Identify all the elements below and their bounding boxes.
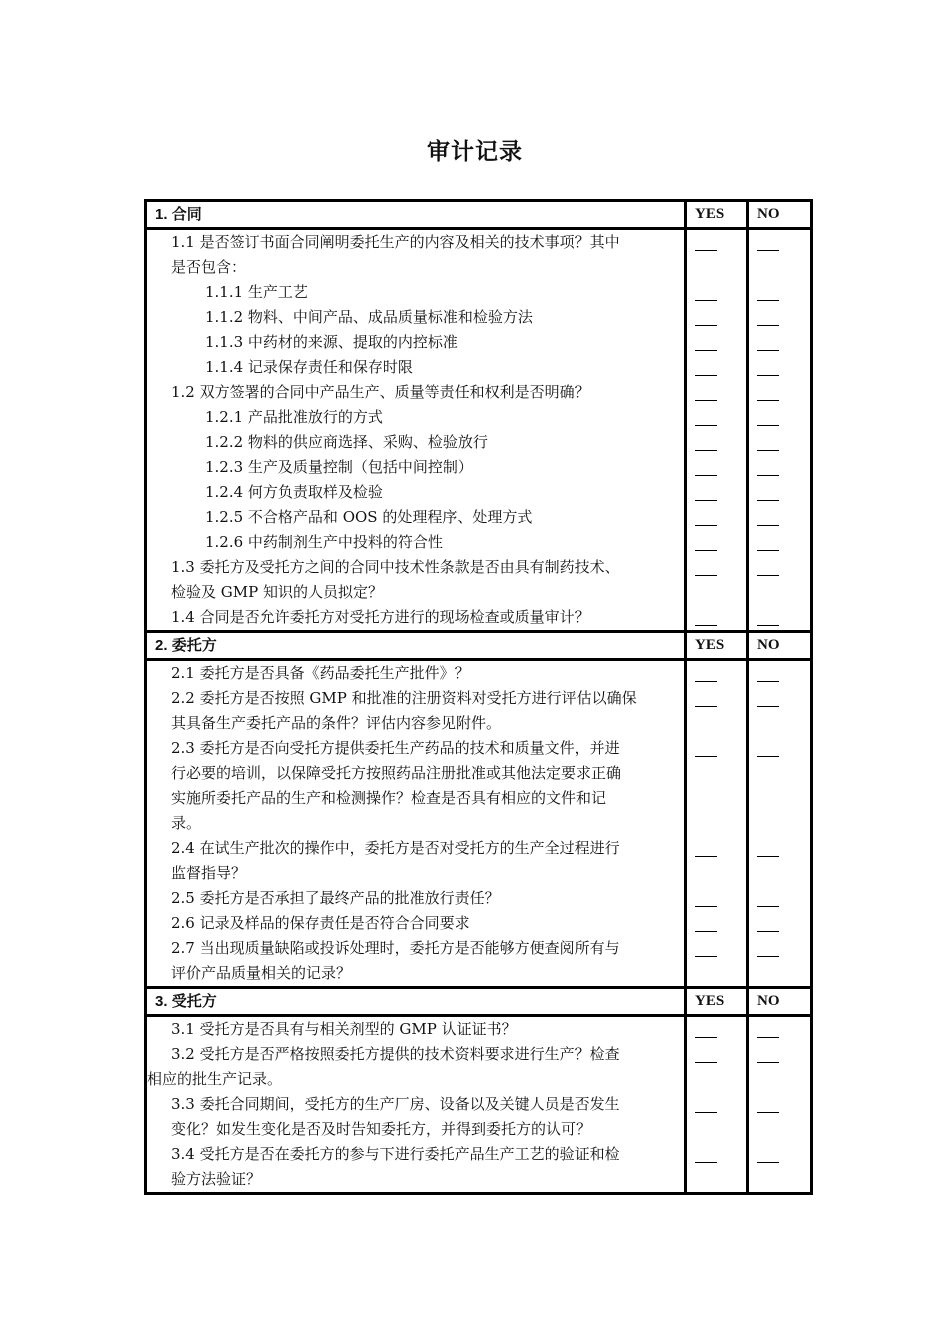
no-slot bbox=[749, 1067, 810, 1092]
yes-answer-blank[interactable] bbox=[695, 425, 717, 426]
page-title: 审计记录 bbox=[427, 139, 523, 165]
yes-slot bbox=[687, 280, 746, 305]
audit-table bbox=[144, 199, 813, 1195]
question-cell bbox=[146, 660, 686, 988]
section-number: 1. bbox=[155, 206, 168, 223]
no-slot bbox=[749, 1167, 810, 1192]
section-number: 3. bbox=[155, 993, 168, 1010]
question-line: 2.7 当出现质量缺陷或投诉处理时，委托方是否能够方便查阅所有与 bbox=[171, 939, 620, 957]
no-answer-blank[interactable] bbox=[757, 706, 779, 707]
no-answer-blank[interactable] bbox=[757, 625, 779, 626]
question-line: 1.1.1 生产工艺 bbox=[205, 283, 308, 301]
no-slot bbox=[749, 886, 810, 911]
section-number: 2. bbox=[155, 637, 168, 654]
no-column-header: NO bbox=[748, 988, 812, 1016]
no-answer-blank[interactable] bbox=[757, 1162, 779, 1163]
question-cell bbox=[146, 229, 686, 632]
question-line: 3.2 受托方是否严格按照委托方提供的技术资料要求进行生产？检查 bbox=[171, 1045, 620, 1063]
yes-answer-blank[interactable] bbox=[695, 400, 717, 401]
no-slot bbox=[749, 480, 810, 505]
yes-answer-blank[interactable] bbox=[695, 250, 717, 251]
no-answer-blank[interactable] bbox=[757, 250, 779, 251]
no-slot bbox=[749, 936, 810, 961]
no-slot bbox=[749, 961, 810, 986]
no-slot bbox=[749, 430, 810, 455]
yes-answer-blank[interactable] bbox=[695, 350, 717, 351]
yes-slot bbox=[687, 786, 746, 811]
yes-slot bbox=[687, 380, 746, 405]
yes-slot bbox=[687, 305, 746, 330]
no-slot bbox=[749, 555, 810, 580]
yes-slot bbox=[687, 736, 746, 761]
yes-slot bbox=[687, 480, 746, 505]
yes-slot bbox=[687, 711, 746, 736]
no-slot bbox=[749, 305, 810, 330]
question-line: 行必要的培训，以保障受托方按照药品注册批准或其他法定要求正确 bbox=[171, 764, 622, 782]
section-body bbox=[146, 1016, 812, 1194]
no-column-header: NO bbox=[748, 632, 812, 660]
yes-answer-blank[interactable] bbox=[695, 475, 717, 476]
no-answer-blank[interactable] bbox=[757, 500, 779, 501]
yes-slot bbox=[687, 1067, 746, 1092]
question-line: 1.2.6 中药制剂生产中投料的符合性 bbox=[205, 533, 443, 551]
no-slot bbox=[749, 811, 810, 836]
yes-slot bbox=[687, 1092, 746, 1117]
yes-slot bbox=[687, 530, 746, 555]
question-line: 其具备生产委托产品的条件？评估内容参见附件。 bbox=[171, 714, 502, 732]
section-title bbox=[146, 201, 686, 229]
yes-answer-blank[interactable] bbox=[695, 300, 717, 301]
yes-slot bbox=[687, 861, 746, 886]
no-answer-blank[interactable] bbox=[757, 350, 779, 351]
yes-column-header: YES bbox=[686, 988, 748, 1016]
yes-slot bbox=[687, 455, 746, 480]
yes-answer-blank[interactable] bbox=[695, 1162, 717, 1163]
no-slot bbox=[749, 280, 810, 305]
question-line: 2.4 在试生产批次的操作中，委托方是否对受托方的生产全过程进行 bbox=[171, 839, 620, 857]
no-column-header: NO bbox=[748, 201, 812, 229]
question-line: 是否包含： bbox=[171, 258, 247, 276]
yes-slot bbox=[687, 405, 746, 430]
question-line: 3.3 委托合同期间，受托方的生产厂房、设备以及关键人员是否发生 bbox=[171, 1095, 620, 1113]
yes-answer-blank[interactable] bbox=[695, 1037, 717, 1038]
yes-slot bbox=[687, 1142, 746, 1167]
no-slot bbox=[749, 1092, 810, 1117]
yes-answer-blank[interactable] bbox=[695, 375, 717, 376]
section-header bbox=[146, 201, 812, 229]
no-slot bbox=[749, 736, 810, 761]
question-line: 2.1 委托方是否具备《药品委托生产批件》？ bbox=[171, 664, 470, 682]
question-line: 1.2.2 物料的供应商选择、采购、检验放行 bbox=[205, 433, 488, 451]
no-slot bbox=[749, 355, 810, 380]
no-answer-blank[interactable] bbox=[757, 425, 779, 426]
question-line: 2.2 委托方是否按照 GMP 和批准的注册资料对受托方进行评估以确保 bbox=[171, 689, 637, 707]
yes-answer-blank[interactable] bbox=[695, 525, 717, 526]
question-line: 1.2.4 何方负责取样及检验 bbox=[205, 483, 383, 501]
no-answer-blank[interactable] bbox=[757, 300, 779, 301]
question-line: 1.1.3 中药材的来源、提取的内控标准 bbox=[205, 333, 458, 351]
no-slot bbox=[749, 861, 810, 886]
yes-mark-cell bbox=[686, 229, 748, 632]
question-line: 1.3 委托方及受托方之间的合同中技术性条款是否由具有制药技术、 bbox=[171, 558, 620, 576]
question-line: 监督指导？ bbox=[171, 864, 247, 882]
yes-slot bbox=[687, 661, 746, 686]
yes-answer-blank[interactable] bbox=[695, 756, 717, 757]
section-name: 委托方 bbox=[171, 636, 217, 654]
no-slot bbox=[749, 836, 810, 861]
yes-slot bbox=[687, 1042, 746, 1067]
question-line: 实施所委托产品的生产和检测操作？检查是否具有相应的文件和记 bbox=[171, 789, 607, 807]
yes-answer-blank[interactable] bbox=[695, 931, 717, 932]
no-mark-cell bbox=[748, 660, 812, 988]
yes-answer-blank[interactable] bbox=[695, 956, 717, 957]
yes-column-header: YES bbox=[686, 632, 748, 660]
yes-slot bbox=[687, 961, 746, 986]
no-slot bbox=[749, 1017, 810, 1042]
question-line: 1.1.4 记录保存责任和保存时限 bbox=[205, 358, 413, 376]
section-body bbox=[146, 229, 812, 632]
no-slot bbox=[749, 455, 810, 480]
no-answer-blank[interactable] bbox=[757, 325, 779, 326]
no-slot bbox=[749, 405, 810, 430]
yes-slot bbox=[687, 836, 746, 861]
yes-answer-blank[interactable] bbox=[695, 550, 717, 551]
yes-slot bbox=[687, 255, 746, 280]
question-line: 1.2.5 不合格产品和 OOS 的处理程序、处理方式 bbox=[205, 508, 533, 526]
yes-answer-blank[interactable] bbox=[695, 450, 717, 451]
no-answer-blank[interactable] bbox=[757, 681, 779, 682]
question-line: 录。 bbox=[171, 814, 202, 832]
no-slot bbox=[749, 661, 810, 686]
no-slot bbox=[749, 380, 810, 405]
no-slot bbox=[749, 230, 810, 255]
no-answer-blank[interactable] bbox=[757, 856, 779, 857]
question-line: 1.4 合同是否允许委托方对受托方进行的现场检查或质量审计？ bbox=[171, 608, 590, 626]
yes-answer-blank[interactable] bbox=[695, 1112, 717, 1113]
no-answer-blank[interactable] bbox=[757, 1037, 779, 1038]
section-title bbox=[146, 632, 686, 660]
no-answer-blank[interactable] bbox=[757, 575, 779, 576]
no-slot bbox=[749, 605, 810, 630]
no-answer-blank[interactable] bbox=[757, 475, 779, 476]
no-mark-cell bbox=[748, 1016, 812, 1194]
yes-mark-cell bbox=[686, 1016, 748, 1194]
section-body bbox=[146, 660, 812, 988]
yes-answer-blank[interactable] bbox=[695, 325, 717, 326]
no-answer-blank[interactable] bbox=[757, 906, 779, 907]
yes-answer-blank[interactable] bbox=[695, 681, 717, 682]
yes-mark-cell bbox=[686, 660, 748, 988]
yes-slot bbox=[687, 936, 746, 961]
question-line: 检验及 GMP 知识的人员拟定？ bbox=[171, 583, 383, 601]
no-slot bbox=[749, 761, 810, 786]
question-line: 3.4 受托方是否在委托方的参与下进行委托产品生产工艺的验证和检 bbox=[171, 1145, 620, 1163]
no-answer-blank[interactable] bbox=[757, 756, 779, 757]
no-slot bbox=[749, 686, 810, 711]
yes-slot bbox=[687, 886, 746, 911]
yes-slot bbox=[687, 230, 746, 255]
no-answer-blank[interactable] bbox=[757, 525, 779, 526]
yes-slot bbox=[687, 555, 746, 580]
question-line: 1.1.2 物料、中间产品、成品质量标准和检验方法 bbox=[205, 308, 533, 326]
yes-slot bbox=[687, 761, 746, 786]
no-slot bbox=[749, 1117, 810, 1142]
no-mark-cell bbox=[748, 229, 812, 632]
no-slot bbox=[749, 505, 810, 530]
no-slot bbox=[749, 330, 810, 355]
no-slot bbox=[749, 786, 810, 811]
yes-answer-blank[interactable] bbox=[695, 575, 717, 576]
no-slot bbox=[749, 1142, 810, 1167]
no-slot bbox=[749, 1042, 810, 1067]
section-header bbox=[146, 632, 812, 660]
yes-answer-blank[interactable] bbox=[695, 625, 717, 626]
question-line: 1.2 双方签署的合同中产品生产、质量等责任和权利是否明确？ bbox=[171, 383, 590, 401]
question-line: 评价产品质量相关的记录？ bbox=[171, 964, 352, 982]
yes-slot bbox=[687, 605, 746, 630]
yes-slot bbox=[687, 330, 746, 355]
section-name: 合同 bbox=[171, 205, 202, 223]
question-line: 2.3 委托方是否向受托方提供委托生产药品的技术和质量文件，并进 bbox=[171, 739, 620, 757]
no-answer-blank[interactable] bbox=[757, 1062, 779, 1063]
no-slot bbox=[749, 255, 810, 280]
yes-answer-blank[interactable] bbox=[695, 1062, 717, 1063]
yes-slot bbox=[687, 1167, 746, 1192]
question-line: 1.1 是否签订书面合同阐明委托生产的内容及相关的技术事项？其中 bbox=[171, 233, 620, 251]
yes-slot bbox=[687, 811, 746, 836]
no-slot bbox=[749, 711, 810, 736]
question-line: 2.5 委托方是否承担了最终产品的批准放行责任？ bbox=[171, 889, 500, 907]
yes-slot bbox=[687, 1117, 746, 1142]
yes-answer-blank[interactable] bbox=[695, 706, 717, 707]
yes-answer-blank[interactable] bbox=[695, 856, 717, 857]
no-slot bbox=[749, 911, 810, 936]
yes-slot bbox=[687, 430, 746, 455]
yes-answer-blank[interactable] bbox=[695, 500, 717, 501]
question-line: 验方法验证？ bbox=[171, 1170, 262, 1188]
section-header bbox=[146, 988, 812, 1016]
question-line: 1.2.1 产品批准放行的方式 bbox=[205, 408, 383, 426]
question-line: 变化？如发生变化是否及时告知委托方，并得到委托方的认可？ bbox=[171, 1120, 592, 1138]
question-line: 3.1 受托方是否具有与相关剂型的 GMP 认证证书？ bbox=[171, 1020, 517, 1038]
no-answer-blank[interactable] bbox=[757, 400, 779, 401]
question-line: 1.2.3 生产及质量控制（包括中间控制） bbox=[205, 458, 473, 476]
no-answer-blank[interactable] bbox=[757, 931, 779, 932]
yes-slot bbox=[687, 580, 746, 605]
yes-slot bbox=[687, 686, 746, 711]
no-slot bbox=[749, 530, 810, 555]
yes-slot bbox=[687, 505, 746, 530]
no-slot bbox=[749, 580, 810, 605]
section-title bbox=[146, 988, 686, 1016]
no-answer-blank[interactable] bbox=[757, 1112, 779, 1113]
yes-answer-blank[interactable] bbox=[695, 906, 717, 907]
no-answer-blank[interactable] bbox=[757, 375, 779, 376]
no-answer-blank[interactable] bbox=[757, 450, 779, 451]
yes-column-header: YES bbox=[686, 201, 748, 229]
section-name: 受托方 bbox=[171, 992, 217, 1010]
yes-slot bbox=[687, 911, 746, 936]
no-answer-blank[interactable] bbox=[757, 956, 779, 957]
yes-slot bbox=[687, 355, 746, 380]
question-line: 相应的批生产记录。 bbox=[147, 1070, 283, 1088]
no-answer-blank[interactable] bbox=[757, 550, 779, 551]
yes-slot bbox=[687, 1017, 746, 1042]
question-line: 2.6 记录及样品的保存责任是否符合合同要求 bbox=[171, 914, 470, 932]
question-cell bbox=[146, 1016, 686, 1194]
